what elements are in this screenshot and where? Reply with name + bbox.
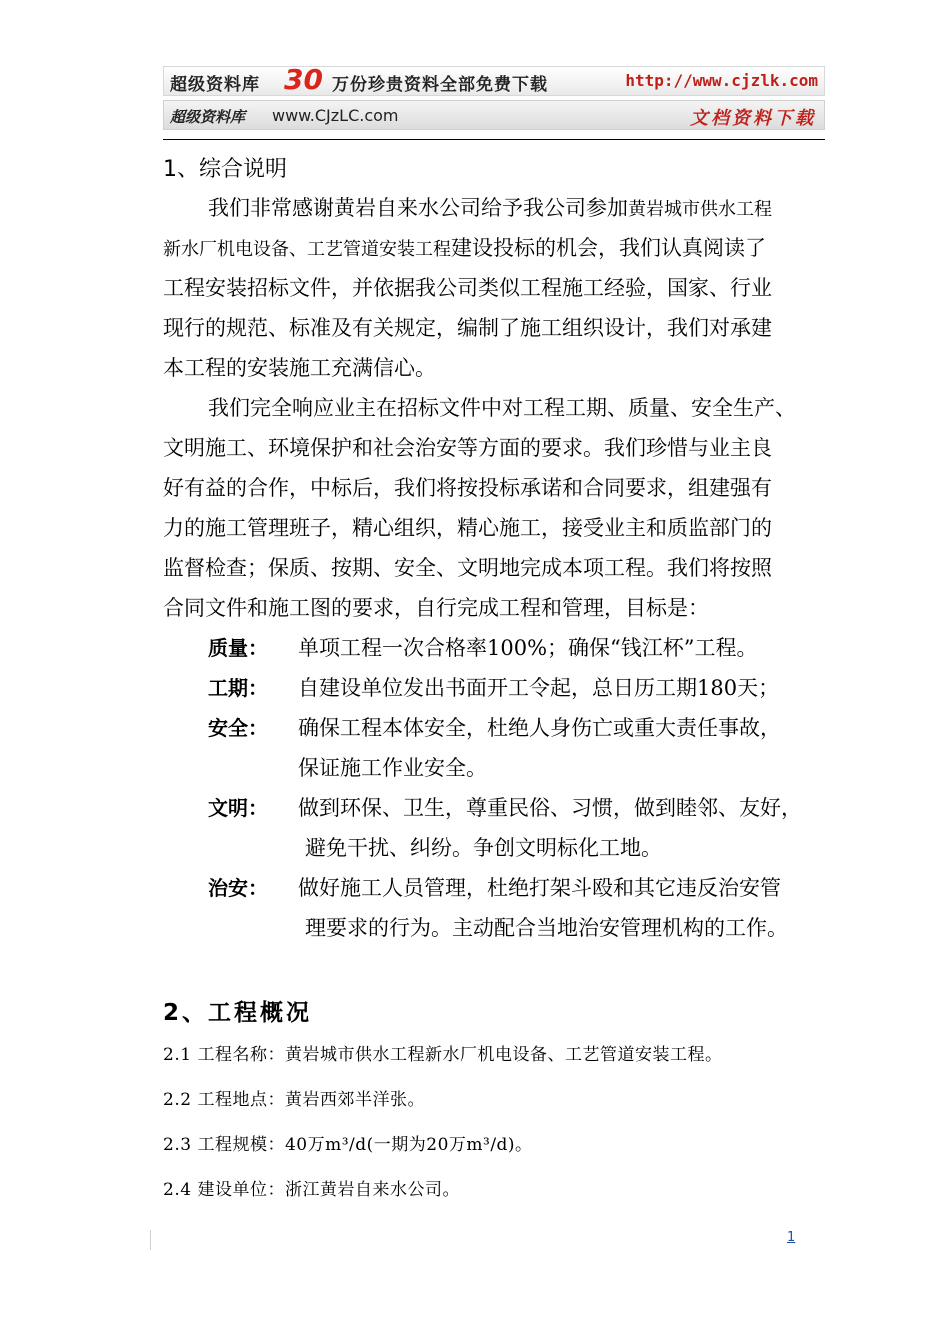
paragraph-1-line-2: [163, 236, 766, 262]
goal-text-security-2: 理要求的行为。主动配合当地治安管理机构的工作。: [305, 916, 788, 940]
banner-tagline: 万份珍贵资料全部免费下载: [332, 75, 548, 95]
banner-top-row: [163, 63, 825, 96]
goal-label-safety: 安全：: [208, 716, 268, 740]
paragraph-2-line-4: 力的施工管理班子，精心组织，精心施工，接受业主和质监部门的: [163, 516, 772, 540]
paragraph-1-line-3: 工程安装招标文件，并依据我公司类似工程施工经验，国家、行业: [163, 276, 772, 300]
goal-label-security: 治安：: [208, 876, 268, 900]
banner-library-name: 超级资料库: [170, 75, 260, 95]
paragraph-2-line-6: 合同文件和施工图的要求，自行完成工程和管理，目标是：: [163, 596, 709, 620]
goal-label-quality: 质量：: [208, 636, 268, 660]
goal-text-security-1: 做好施工人员管理，杜绝打架斗殴和其它违反治安管: [298, 876, 781, 900]
section-2-heading: 2、工程概况: [163, 1000, 313, 1026]
goal-text-safety-1: 确保工程本体安全，杜绝人身伤亡或重大责任事故，: [298, 716, 781, 740]
page-margin-mark: [150, 1230, 151, 1250]
paragraph-1-line-4: 现行的规范、标准及有关规定，编制了施工组织设计，我们对承建: [163, 316, 772, 340]
goal-label-civility: 文明：: [208, 796, 268, 820]
banner-big-number: 30: [284, 63, 323, 96]
banner-download-link[interactable]: 文档资料下载: [690, 108, 816, 129]
paragraph-1-project-name: 黄岩城市供水工程: [628, 199, 772, 220]
banner-library-name-2: 超级资料库: [170, 108, 246, 126]
goal-text-civility-2: 避免干扰、纠纷。争创文明标化工地。: [305, 836, 662, 860]
paragraph-1-line-1: [208, 196, 772, 222]
goal-label-schedule: 工期：: [208, 676, 268, 700]
paragraph-2-line-3: 好有益的合作，中标后，我们将按投标承诺和合同要求，组建强有: [163, 476, 772, 500]
overview-item-3: 2.3 工程规模：40万m³/d(一期为20万m³/d)。: [163, 1135, 533, 1155]
goal-text-civility-1: 做到环保、卫生，尊重民俗、习惯，做到睦邻、友好，: [298, 796, 802, 820]
overview-item-1: 2.1 工程名称：黄岩城市供水工程新水厂机电设备、工艺管道安装工程。: [163, 1045, 723, 1065]
paragraph-1-line-2-text: 建设投标的机会，我们认真阅读了: [451, 236, 766, 260]
banner-bottom-row: [163, 100, 825, 130]
paragraph-1-line-5: 本工程的安装施工充满信心。: [163, 356, 436, 380]
header-banner: [163, 63, 825, 130]
goal-text-schedule: 自建设单位发出书面开工令起，总日历工期180天；: [298, 676, 780, 700]
paragraph-1-project-name-cont: 新水厂机电设备、工艺管道安装工程: [163, 239, 451, 260]
paragraph-2-line-5: 监督检查；保质、按期、安全、文明地完成本项工程。我们将按照: [163, 556, 772, 580]
page-number: 1: [787, 1230, 796, 1245]
paragraph-2-line-1: 我们完全响应业主在招标文件中对工程工期、质量、安全生产、: [208, 396, 796, 420]
section-1-heading: 1、综合说明: [163, 157, 287, 182]
banner-url-link[interactable]: http://www.cjzlk.com: [625, 71, 818, 90]
paragraph-2-line-2: 文明施工、环境保护和社会治安等方面的要求。我们珍惜与业主良: [163, 436, 772, 460]
overview-item-2: 2.2 工程地点：黄岩西郊半洋张。: [163, 1090, 425, 1110]
paragraph-1-line-1-text: 我们非常感谢黄岩自来水公司给予我公司参加: [208, 196, 628, 220]
banner-site-link[interactable]: www.CJzLC.com: [272, 106, 399, 125]
goal-text-safety-2: 保证施工作业安全。: [298, 756, 487, 780]
goal-text-quality: 单项工程一次合格率100%；确保“钱江杯”工程。: [298, 636, 758, 660]
header-divider: [163, 139, 825, 140]
overview-item-4: 2.4 建设单位：浙江黄岩自来水公司。: [163, 1180, 460, 1200]
